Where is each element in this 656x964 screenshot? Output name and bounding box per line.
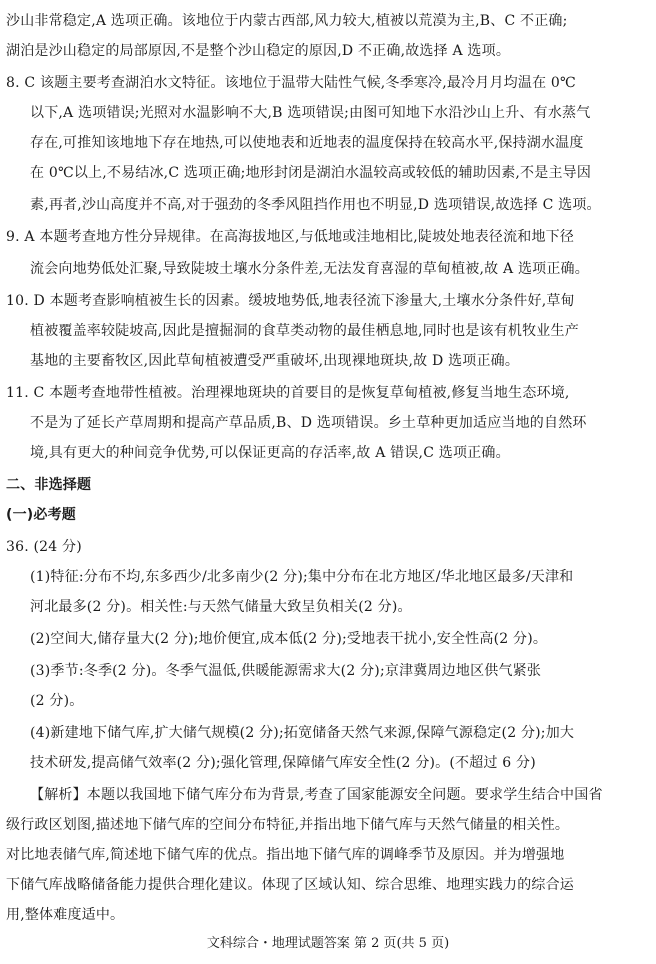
text-line: 境,具有更大的种间竞争优势,可以保证更高的存活率,故 A 错误,C 选项正确。 [30, 445, 510, 461]
text-line: (2 分)。 [30, 693, 84, 709]
text-line: 10. D 本题考查影响植被生长的因素。缓坡地势低,地表径流下渗量大,土壤水分条件好,草甸 [6, 293, 575, 309]
text-line: 沙山非常稳定,A 选项正确。该地位于内蒙古西部,风力较大,植被以荒漠为主,B、C 不正确; [6, 13, 568, 29]
analysis-line: 级行政区划图,描述地下储气库的空间分布特征,并指出地下储气库与天然气储量的相关性。 [6, 817, 570, 833]
text-line: 湖泊是沙山稳定的局部原因,不是整个沙山稳定的原因,D 不正确,故选择 A 选项。 [6, 43, 511, 59]
text-line: 基地的主要畜牧区,因此草甸植被遭受严重破坏,出现裸地斑块,故 D 选项正确。 [30, 353, 520, 369]
analysis-line: 用,整体难度适中。 [6, 907, 125, 923]
text-line: 植被覆盖率较陡坡高,因此是擅掘洞的食草类动物的最佳栖息地,同时也是该有机牧业生产 [30, 323, 579, 339]
text-line: 素,再者,沙山高度并不高,对于强劲的冬季风阻挡作用也不明显,D 选项错误,故选择 C 选项。 [30, 197, 601, 213]
subsection-heading: (一)必考题 [6, 507, 76, 523]
text-line: (4)新建地下储气库,扩大储气规模(2 分);拓宽储备天然气来源,保障气源稳定(2 分);加大 [30, 725, 575, 741]
text-line: 河北最多(2 分)。相关性:与天然气储量大致呈负相关(2 分)。 [30, 599, 412, 615]
section-heading: 二、非选择题 [6, 477, 92, 493]
text-line: (3)季节:冬季(2 分)。冬季气温低,供暖能源需求大(2 分);京津冀周边地区供气紧张 [30, 663, 542, 679]
page-footer: 文科综合・地理试题答案 第 2 页(共 5 页) [206, 936, 450, 951]
text-line: 技术研发,提高储气效率(2 分);强化管理,保障储气库安全性(2 分)。(不超过 6 分) [30, 755, 536, 771]
analysis-line: 【解析】本题以我国地下储气库分布为背景,考查了国家能源安全问题。要求学生结合中国省 [30, 787, 603, 803]
text-line: 在 0℃以上,不易结冰,C 选项正确;地形封闭是湖泊水温较高或较低的辅助因素,不是主导因 [30, 165, 592, 181]
analysis-line: 下储气库战略储备能力提供合理化建议。体现了区域认知、综合思维、地理实践力的综合运 [6, 877, 574, 893]
text-line: 9. A 本题考查地方性分异规律。在高海拔地区,与低地或洼地相比,陡坡处地表径流和地下径 [6, 229, 575, 245]
text-line: 11. C 本题考查地带性植被。治理裸地斑块的首要目的是恢复草甸植被,修复当地生态环境, [6, 385, 570, 401]
text-line: 以下,A 选项错误;光照对水温影响不大,B 选项错误;由图可知地下水沿沙山上升、有水蒸气 [30, 105, 591, 121]
text-line: 不是为了延长产草周期和提高产草品质,B、D 选项错误。乡土草种更加适应当地的自然环 [30, 415, 587, 431]
text-line: 流会向地势低处汇聚,导致陡坡土壤水分条件差,无法发育喜湿的草甸植被,故 A 选项正确。 [30, 261, 589, 277]
analysis-line: 对比地表储气库,简述地下储气库的优点。指出地下储气库的调峰季节及原因。并为增强地 [6, 847, 565, 863]
text-line: 存在,可推知该地地下存在地热,可以使地表和近地表的温度保持在较高水平,保持湖水温度 [30, 135, 584, 151]
question-number: 36. (24 分) [6, 539, 82, 555]
text-line: (2)空间大,储存量大(2 分);地价便宜,成本低(2 分);受地表干扰小,安全性高(2 分)。 [30, 631, 548, 647]
text-line: (1)特征:分布不均,东多西少/北多南少(2 分);集中分布在北方地区/华北地区最多/天津和 [30, 569, 574, 585]
text-line: 8. C 该题主要考查湖泊水文特征。该地位于温带大陆性气候,冬季寒冷,最冷月月均温在 0℃ [6, 75, 576, 91]
